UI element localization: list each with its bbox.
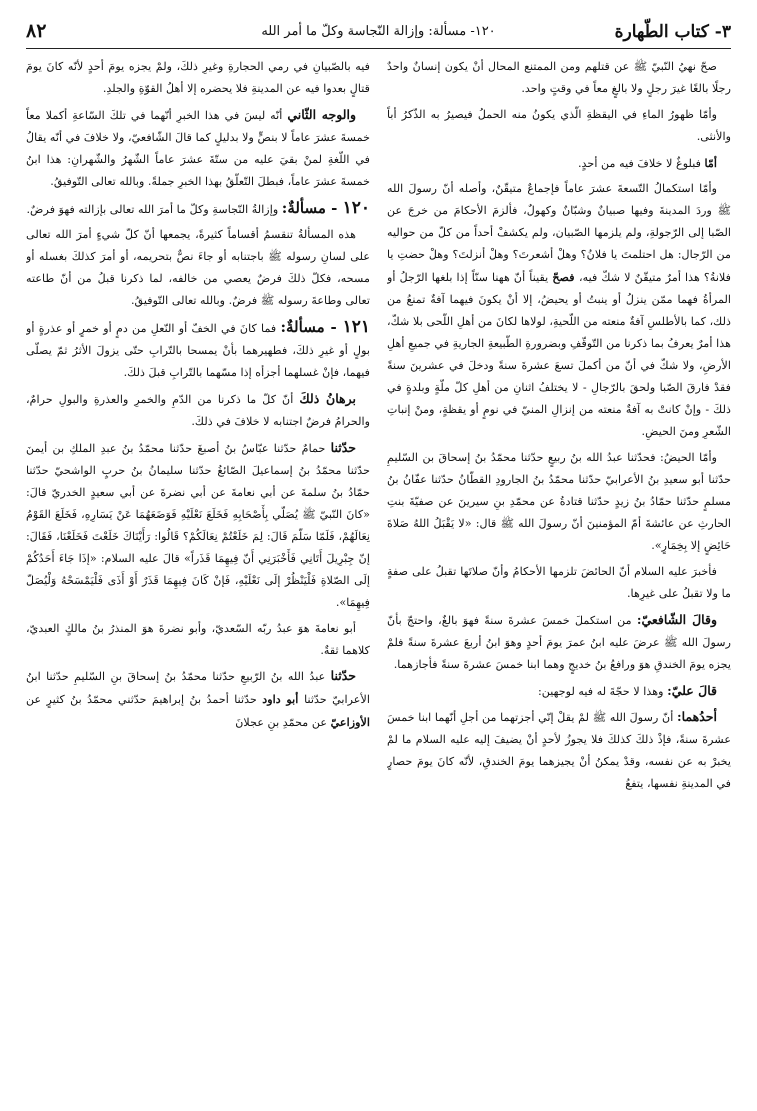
paragraph: حدّثنا عبدُ الله بنُ الرّبيعِ حدّثنا محمّدُ بنُ إسحاقَ بنِ السّليمِ حدّثنا ابنُ الأعرابيّ حدّثنا أبو داود حدّثنا أحمدُ بنُ إبراهيمَ حدّثني محمّدُ بنُ كثيرٍ عن الأوزاعيّ عن محمّدِ بنِ عجلانَ [26, 668, 370, 730]
paragraph: أحدُهما: أنّ رسولَ الله ﷺ لمْ يقلْ إنّي أجزتهما من أجلِ أنّهما ابنا خمسَ عشرةَ سنةً، فإذْ ذلكَ كذلكَ فلا يجوزُ لأحدٍ أنْ يضيفَ إليه عليه السلام ما لمْ يخبرْ به عن نفسه، وقدْ يمكنُ أنْ يجيزهما يومَ الخندقِ، لأنّه كانَ يومَ حصارٍ في المدينةِ نفسها، يتفعُ [387, 709, 731, 791]
paragraph: برهانُ ذلكَ أنّ كلّ ما ذكرنا من الدّمِ والخمرِ والعذرةِ والبولِ حرامٌ، والحرامُ فرضٌ اجتنابه لا خلافَ في ذلكَ. [26, 390, 370, 428]
book-title: ٣- كتاب الطّهارة [614, 22, 731, 42]
paragraph: أبو نعامةَ هوَ عبدُ ربّه السّعديّ، وأبو نضرةَ هوَ المنذرُ بنُ مالكٍ العبديّ، كلاهما ثقةٌ. [26, 621, 370, 657]
paragraph: هذه المسألةُ تنقسمُ أقساماً كثيرةً، يجمعها أنّ كلّ شيءٍ أمرَ الله تعالى على لسانِ رسوله ﷺ باجتنابه أو جاءَ نصٌّ بتحريمه، أو أمرَ كذلكَ بغسله أو مسحه، فكلّ ذلكَ فرضٌ يعصي من خالفه، لما ذكرنا قبلُ من أنّ طاعته تعالى وطاعةَ رسوله ﷺ فرضٌ. وبالله تعالى التّوفيقُ. [26, 228, 370, 308]
text-columns [26, 56, 731, 1096]
masala-121: ١٢١ - مسألةٌ: فما كانَ في الخفّ أو النّعلِ من دمٍ أو خمرٍ أو عذرةٍ أو بولٍ أو غيرِ ذلكَ، فطهيرهما بأنْ يمسحا بالتّرابِ حتّى يزولَ الأثرُ ثمّ يصلّى فيهما، فإنْ غسلهما أجزأه إذا مسّهما بالتّرابِ قبلَ ذلكَ. [26, 317, 370, 380]
paragraph: قالَ عليّ: وهذا لا حجّةَ له فيه لوجهين: [537, 682, 717, 698]
paragraph: وأمّا الحيضُ: فحدّثنا عبدُ الله بنُ ربيعٍ حدّثنا محمّدُ بنُ إسحاقَ بن السّليمِ حدّثنا أبو سعيدِ بنُ الأعرابيّ حدّثنا محمّدُ بنُ الجارودِ القطّانُ حدّثنا عفّانُ بنُ مسلمٍ حدّثنا حمّادُ بنُ زيدٍ حدّثنا قتادةُ عن محمّدِ بنِ سيرينَ عن صفيّةَ بنتِ الحارثِ عن عائشةَ أمّ المؤمنينَ أنّ رسولَ الله ﷺ قال: «لا يَقْبَلُ اللهُ صَلاةَ حَائِضٍ إلا بِخِمَارٍ». [387, 451, 731, 553]
running-header [26, 18, 731, 49]
paragraph: حدّثنا حمامٌ حدّثنا عبّاسُ بنُ أصبغَ حدّثنا محمّدُ بنُ عبدِ الملكِ بن أيمنَ حدّثنا محمّدُ بنُ إسماعيلَ الصّائغُ حدّثنا سليمانُ بنُ حربٍ الواشحيّ حدّثنا حمّادُ بنُ سلمةَ عن أبي نعامةَ عن أبي نضرةَ عن أبي سعيدٍ الخدريّ قالَ: «كانَ النّبيّ ﷺ يُصَلّي بِأَصْحَابِهِ فَخَلَعَ نَعْلَيْهِ فَوَضَعَهُمَا عَنْ يَسَارِهِ، فَخَلَعَ القَوْمُ نِعَالَهُمْ، فَلَمّا سَلّمَ قَالَ: لِمَ خَلَعْتُمْ نِعَالَكُمْ؟ قَالُوا: رَأَيْنَاكَ خَلَعْتَ فَخَلَعْنَا، فَقَالَ: إنّ جِبْرِيلَ أَتَانِي فَأَخْبَرَنِي أَنّ فِيهِمَا قَذَراً» قالَ عليه السلام: «إذَا جَاءَ أَحَدُكُمْ إلَى الصّلاةِ فَلْيَنْظُرْ إلَى نَعْلَيْهِ، فَإنْ كَانَ فِيهِمَا قَذَرٌ أَوْ أَذَى فَلْيَمْسَحْهُ وَلْيُصَلّ فِيهِمَا». [26, 439, 370, 609]
right-column [387, 56, 731, 1096]
left-column [26, 56, 370, 1096]
paragraph: وأمّا ظهورُ الماءِ في اليقظةِ الّذي يكونُ منه الحملُ فيصيرُ به الذّكرُ أباً والأنثى. [387, 107, 731, 143]
paragraph: صحّ نهيُ النّبيّ ﷺ عن قتلهم ومن الممتنع المحال أنْ يكون إنسانٌ واحدٌ رجلًا بالغًا غيرَ رجلٍ ولا بالغٍ معاً في وقتٍ واحد. [387, 60, 731, 95]
paragraph: وقالَ الشّافعيّ: من استكملَ خمسَ عشرةَ سنةً فهوَ بالغٌ، واحتجّ بأنّ رسولَ الله ﷺ عرضَ عليه ابنُ عمرَ يومَ أحدٍ وهوَ ابنُ أربعَ عشرةَ سنةً فلمْ يجزه يومَ الخندقِ هوَ ورافعُ بنُ خديجٍ وهما ابنا خمسَ عشرةَ سنةً فأجازهما. [387, 611, 731, 671]
paragraph: فيه بالصّبيانِ في رمي الحجارةِ وغيرِ ذلكَ، ولمْ يجزه يومَ أحدٍ لأنّه كانَ يومَ قتالٍ بعدوا فيه عن المدينةِ فلا يحضره إلا أهلُ القوّةِ والجلدِ. [26, 60, 370, 95]
paragraph: وأمّا استكمالُ التّسعةَ عشرَ عاماً فإجماعٌ متيقّنٌ، وأصله أنّ رسولَ الله ﷺ وردَ المدينةَ وفيها صبيانٌ وشبّانٌ وكهولٌ، فألزمَ الأحكامَ من خرجَ عن الصّبا إلى الرّجولةِ، ولم يلزمها الصّبيان، ولم يكشفْ أحداً من كلّ من حواليه من الرّجال: هل احتلمتَ يا فلانُ؟ وهلْ أشعرتَ؟ وهلْ أنزلتَ؟ وهلْ حضتِ يا فلانةُ؟ هذا أمرٌ متيقّنٌ لا شكّ فيه، فصحّ يقيناً أنّ ههنا سنّاً إذا بلغها الرّجلُ أو المرأةُ فهما ممّن ينزلُ أو ينبتُ أو يحيضُ، إلا أنْ يكونَ فيهما آفةٌ تمنعُ من ذلك، كما بالأطلسِ آفةٌ منعته من اللّحيةِ، لولاها لكانَ من أهلِ اللّحى بلا شكّ، هذا أمرٌ يعرفُ بما ذكرنا من التّوقّفِ وبضرورةِ الطّبيعةِ الجاريةِ في جميعِ أهلِ الأرضِ، ولا شكّ في أنّ من أكملَ تسعَ عشرةَ سنةً ودخلَ في عشرينَ سنةً فقدْ فارقَ الصّبا ولحقَ بالرّجالِ - لا يختلفُ اثنانِ من أهلِ كلّ ملّةٍ وبلدةٍ في ذلكَ - وإنْ كانتْ به آفةٌ منعته من إنزالِ المنيّ في نومٍ أو يقظةٍ، ومنْ إنباتِ الشّعرِ ومنَ الحيضِ. [387, 182, 731, 439]
section-title: ١٢٠- مسألة: وإزالة النّجاسة وكلّ ما أمر الله [261, 24, 496, 39]
masala-120: ١٢٠ - مسألةٌ: وإزالةُ النّجاسةِ وكلّ ما أمرَ الله تعالى بإزالته فهوَ فرضٌ. [26, 197, 370, 218]
paragraph: فأخبرَ عليه السلام أنّ الحائضَ تلزمها الأحكامُ وأنّ صلاتَها تقبلُ على صفةٍ ما ولا تقبلُ على غيرِها. [387, 564, 731, 600]
paragraph: والوجه الثّاني أنّه ليسَ في هذا الخبرِ أنّهما في تلكَ السّاعةِ أكملا معاً خمسةَ عشرَ عاماً لا بنصٍّ ولا بدليلٍ كما قالَ الشّافعيّ، ولا خلافَ في أنّه يقالُ في اللّغةِ لمنْ بقيَ عليه من ستّةَ عشرَ عاماً الشّهرُ والشّهرانِ: هذا ابنُ خمسةَ عشرَ عاماً، فبطلَ التّعلّقُ بهذا الخبرِ جملةً. وبالله تعالى التّوفيقُ. [26, 106, 370, 188]
page-number: ٨٢ [26, 20, 47, 42]
paragraph: أمّا فبلوغٌ لا خلافَ فيه من أحدٍ. [578, 155, 717, 170]
